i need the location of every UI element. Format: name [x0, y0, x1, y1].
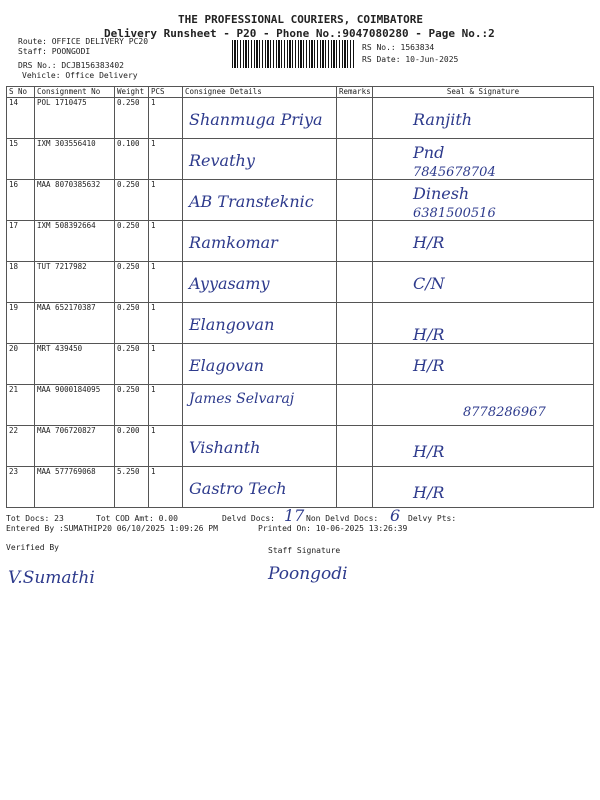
row-consignee-cell: [183, 467, 337, 508]
row-signature: Pnd: [413, 143, 445, 162]
route-label: Route: OFFICE DELIVERY PC20: [18, 37, 149, 46]
row-remarks: [337, 98, 373, 139]
col-remarks: Remarks: [337, 87, 373, 98]
col-weight: Weight: [115, 87, 149, 98]
row-consignee: Ramkomar: [189, 233, 278, 252]
col-sno: S No: [7, 87, 35, 98]
row-weight: 0.200: [115, 426, 149, 467]
row-sno: 14: [7, 98, 35, 139]
row-weight: 0.250: [115, 262, 149, 303]
row-signature-cell: [373, 221, 594, 262]
runsheet-table: [6, 86, 594, 508]
row-remarks: [337, 262, 373, 303]
row-consignee-cell: [183, 344, 337, 385]
delivered-docs-label: Delvd Docs:: [222, 514, 275, 523]
non-delivered-label: Non Delvd Docs:: [306, 514, 379, 523]
row-signature: H/R: [413, 483, 445, 502]
row-signature: H/R: [413, 233, 445, 252]
row-consignment: MAA 9000184095: [35, 385, 115, 426]
table-row: [7, 385, 594, 426]
row-weight: 0.250: [115, 98, 149, 139]
row-remarks: [337, 139, 373, 180]
barcode: [232, 40, 354, 68]
row-remarks: [337, 221, 373, 262]
row-sno: 16: [7, 180, 35, 221]
row-consignment: MAA 706720827: [35, 426, 115, 467]
row-remarks: [337, 385, 373, 426]
row-consignment: MRT 439450: [35, 344, 115, 385]
entered-by: Entered By :SUMATHIP20 06/10/2025 1:09:26 PM: [6, 524, 218, 533]
row-weight: 0.250: [115, 180, 149, 221]
non-delivered-value: 6: [390, 506, 401, 525]
row-pcs: 1: [149, 303, 183, 344]
row-consignment: MAA 8070385632: [35, 180, 115, 221]
row-signature-cell: [373, 426, 594, 467]
row-sno: 17: [7, 221, 35, 262]
row-signature: H/R: [413, 356, 445, 375]
row-signature-phone: 7845678704: [413, 165, 496, 180]
row-signature-cell: [373, 303, 594, 344]
row-consignee: Elagovan: [189, 356, 265, 375]
row-remarks: [337, 180, 373, 221]
row-consignment: POL 1710475: [35, 98, 115, 139]
row-consignee: Elangovan: [189, 315, 275, 334]
table-row: [7, 467, 594, 508]
row-pcs: 1: [149, 139, 183, 180]
table-row: [7, 344, 594, 385]
col-pcs: PCS: [149, 87, 183, 98]
col-signature: Seal & Signature: [373, 87, 594, 98]
row-consignee: Vishanth: [189, 438, 261, 457]
table-row: [7, 139, 594, 180]
row-consignment: IXM 303556410: [35, 139, 115, 180]
row-consignment: TUT 7217982: [35, 262, 115, 303]
row-remarks: [337, 344, 373, 385]
total-cod: Tot COD Amt: 0.00: [96, 514, 178, 523]
row-consignment: MAA 577769068: [35, 467, 115, 508]
row-pcs: 1: [149, 344, 183, 385]
vehicle-label: Vehicle: Office Delivery: [22, 71, 138, 80]
row-consignee: Gastro Tech: [189, 479, 287, 498]
row-sno: 23: [7, 467, 35, 508]
row-consignee-cell: [183, 426, 337, 467]
row-pcs: 1: [149, 262, 183, 303]
table-row: [7, 98, 594, 139]
row-pcs: 1: [149, 467, 183, 508]
row-sno: 22: [7, 426, 35, 467]
table-row: [7, 180, 594, 221]
printed-on: Printed On: 10-06-2025 13:26:39: [258, 524, 408, 533]
row-consignee: Revathy: [189, 151, 255, 170]
row-consignee: AB Transteknic: [189, 192, 314, 211]
row-sno: 20: [7, 344, 35, 385]
row-consignee-cell: [183, 303, 337, 344]
delivered-docs-value: 17: [284, 506, 305, 525]
row-consignee-cell: [183, 139, 337, 180]
row-pcs: 1: [149, 98, 183, 139]
row-consignee-cell: [183, 180, 337, 221]
row-signature: Ranjith: [413, 110, 473, 129]
row-consignee-cell: [183, 221, 337, 262]
row-consignee: James Selvaraj: [189, 391, 295, 407]
row-pcs: 1: [149, 426, 183, 467]
row-consignee: Ayyasamy: [189, 274, 270, 293]
row-remarks: [337, 467, 373, 508]
row-signature-cell: [373, 98, 594, 139]
row-sno: 15: [7, 139, 35, 180]
row-weight: 0.250: [115, 385, 149, 426]
row-signature-cell: [373, 139, 594, 180]
row-remarks: [337, 426, 373, 467]
table-row: [7, 303, 594, 344]
table-row: [7, 262, 594, 303]
drs-label: DRS No.: DCJB156383402: [18, 61, 124, 70]
row-consignment: IXM 508392664: [35, 221, 115, 262]
row-consignee-cell: [183, 98, 337, 139]
table-row: [7, 426, 594, 467]
row-signature: 8778286967: [463, 405, 546, 420]
runsheet-title: Delivery Runsheet - P20 - Phone No.:9047080280 - Page No.:2: [104, 27, 495, 40]
row-pcs: 1: [149, 180, 183, 221]
row-consignment: MAA 652170387: [35, 303, 115, 344]
row-signature-cell: [373, 344, 594, 385]
row-remarks: [337, 303, 373, 344]
delivery-points: Delvy Pts:: [408, 514, 457, 523]
verifier-signature: V.Sumathi: [8, 568, 95, 588]
row-signature: H/R: [413, 442, 445, 461]
table-row: [7, 221, 594, 262]
row-signature: H/R: [413, 325, 445, 344]
staff-label: Staff: POONGODI: [18, 47, 91, 56]
row-signature-cell: [373, 385, 594, 426]
row-signature-cell: [373, 467, 594, 508]
row-signature-cell: [373, 262, 594, 303]
table-header: [7, 87, 594, 98]
row-sno: 18: [7, 262, 35, 303]
rs-date: RS Date: 10-Jun-2025: [362, 55, 459, 64]
staff-signature: Poongodi: [268, 564, 348, 584]
row-consignee: Shanmuga Priya: [189, 110, 323, 129]
row-signature-phone: 6381500516: [413, 206, 496, 221]
row-weight: 0.250: [115, 303, 149, 344]
row-pcs: 1: [149, 221, 183, 262]
row-pcs: 1: [149, 385, 183, 426]
rs-number: RS No.: 1563834: [362, 43, 435, 52]
staff-signature-label: Staff Signature: [268, 546, 341, 555]
row-weight: 0.100: [115, 139, 149, 180]
row-weight: 5.250: [115, 467, 149, 508]
company-name: THE PROFESSIONAL COURIERS, COIMBATORE: [178, 13, 424, 26]
row-signature-cell: [373, 180, 594, 221]
row-weight: 0.250: [115, 344, 149, 385]
total-docs: Tot Docs: 23: [6, 514, 64, 523]
row-weight: 0.250: [115, 221, 149, 262]
row-signature: C/N: [413, 274, 445, 293]
row-sno: 21: [7, 385, 35, 426]
row-consignee-cell: [183, 262, 337, 303]
row-signature: Dinesh: [413, 184, 470, 203]
col-consignee: Consignee Details: [183, 87, 337, 98]
verified-by-label: Verified By: [6, 543, 59, 552]
col-consignment: Consignment No: [35, 87, 115, 98]
row-consignee-cell: [183, 385, 337, 426]
row-sno: 19: [7, 303, 35, 344]
